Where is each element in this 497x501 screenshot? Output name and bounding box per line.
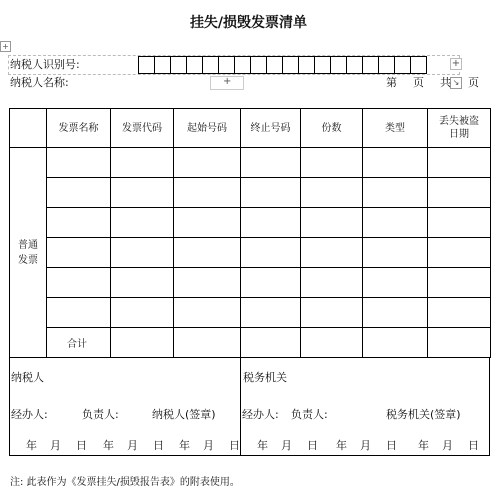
page-label-gong: 共 [440, 76, 451, 89]
table-cell[interactable] [301, 178, 363, 208]
table-cell[interactable] [363, 238, 428, 268]
taxpayer-id-digit-box[interactable] [155, 56, 171, 74]
table-cell[interactable] [241, 208, 301, 238]
table-row [10, 178, 491, 208]
table-cell[interactable] [111, 238, 174, 268]
table-row [10, 328, 491, 358]
left-handler-label: 经办人: [11, 408, 48, 421]
table-cell[interactable] [301, 268, 363, 298]
table-cell[interactable] [428, 238, 491, 268]
table-header-row [10, 109, 491, 148]
table-cell[interactable] [111, 328, 174, 358]
table-cell[interactable] [363, 148, 428, 178]
add-row-plus-icon[interactable]: + [451, 58, 461, 69]
table-cell[interactable] [111, 178, 174, 208]
taxpayer-id-digit-box[interactable] [331, 56, 347, 74]
taxpayer-id-digit-box[interactable] [219, 56, 235, 74]
page-title: 挂失/损毁发票清单 [189, 15, 308, 31]
header-type: 类型 [363, 109, 428, 148]
date-day-label: 日 [229, 439, 240, 452]
date-month-label: 月 [50, 439, 61, 452]
table-cell[interactable] [301, 208, 363, 238]
date-year-label: 年 [179, 439, 190, 452]
header-blank [10, 109, 47, 148]
table-cell[interactable] [363, 298, 428, 328]
taxpayer-id-digit-box[interactable] [379, 56, 395, 74]
date-year-label: 年 [26, 439, 37, 452]
taxpayer-id-digit-box[interactable] [299, 56, 315, 74]
table-cell[interactable] [47, 148, 111, 178]
table-cell[interactable] [241, 298, 301, 328]
table-cell[interactable] [47, 238, 111, 268]
table-cell[interactable] [47, 268, 111, 298]
table-cell[interactable] [363, 208, 428, 238]
table-cell[interactable] [428, 298, 491, 328]
table-cell[interactable] [111, 298, 174, 328]
date-month-label: 月 [442, 439, 453, 452]
taxpayer-id-digit-box[interactable] [347, 56, 363, 74]
left-seal-label: 纳税人(签章) [152, 408, 216, 421]
page-label-ye2: 页 [468, 76, 479, 89]
table-cell[interactable] [174, 208, 241, 238]
left-manager-label: 负责人: [82, 408, 119, 421]
table-cell[interactable] [363, 268, 428, 298]
table-cell[interactable] [241, 148, 301, 178]
date-day-label: 日 [468, 439, 479, 452]
table-cell[interactable] [111, 208, 174, 238]
date-year-label: 年 [336, 439, 347, 452]
tax-authority-section-title: 税务机关 [243, 371, 287, 384]
taxpayer-id-digit-box[interactable] [203, 56, 219, 74]
page-label-di: 第 [386, 76, 397, 89]
date-month-label: 月 [281, 439, 292, 452]
table-row [10, 298, 491, 328]
table-cell[interactable] [174, 268, 241, 298]
right-manager-label: 负责人: [291, 408, 328, 421]
table-cell[interactable] [111, 268, 174, 298]
taxpayer-id-digit-box[interactable] [363, 56, 379, 74]
table-cell[interactable] [174, 178, 241, 208]
taxpayer-id-digit-box[interactable] [187, 56, 203, 74]
table-cell[interactable] [47, 298, 111, 328]
taxpayer-id-digit-box[interactable] [139, 56, 155, 74]
resize-handle-icon[interactable]: ↘ [450, 77, 462, 89]
taxpayer-id-digit-box[interactable] [235, 56, 251, 74]
signature-divider [240, 358, 241, 456]
date-day-label: 日 [307, 439, 318, 452]
invoice-table [9, 108, 491, 358]
table-cell[interactable] [301, 148, 363, 178]
table-move-handle-icon[interactable]: + [0, 41, 11, 52]
table-cell[interactable] [241, 328, 301, 358]
table-cell[interactable] [47, 178, 111, 208]
category-label: 普通发票 [18, 239, 38, 266]
taxpayer-section-title: 纳税人 [11, 371, 44, 384]
date-month-label: 月 [127, 439, 138, 452]
table-cell[interactable] [363, 178, 428, 208]
taxpayer-id-digit-box[interactable] [267, 56, 283, 74]
date-day-label: 日 [386, 439, 397, 452]
date-day-label: 日 [153, 439, 164, 452]
table-cell[interactable] [241, 178, 301, 208]
table-cell[interactable] [111, 148, 174, 178]
table-cell[interactable] [174, 298, 241, 328]
table-cell[interactable] [47, 208, 111, 238]
table-cell[interactable] [428, 178, 491, 208]
header-start-number: 起始号码 [174, 109, 241, 148]
taxpayer-name-field[interactable] [210, 76, 244, 90]
taxpayer-id-digit-box[interactable] [283, 56, 299, 74]
table-cell[interactable] [174, 238, 241, 268]
date-year-label: 年 [257, 439, 268, 452]
category-cell [10, 148, 47, 358]
footnote: 注: 此表作为《发票挂失/损毁报告表》的附表使用。 [10, 477, 240, 488]
table-cell[interactable] [301, 298, 363, 328]
header-lost-date: 丢失被盗日期 [428, 109, 491, 148]
header-invoice-code: 发票代码 [111, 109, 174, 148]
table-row [10, 148, 491, 178]
taxpayer-id-digit-box[interactable] [171, 56, 187, 74]
date-month-label: 月 [360, 439, 371, 452]
header-count: 份数 [301, 109, 363, 148]
taxpayer-id-digit-box[interactable] [411, 56, 427, 74]
date-year-label: 年 [103, 439, 114, 452]
table-cell[interactable] [428, 208, 491, 238]
date-month-label: 月 [203, 439, 214, 452]
taxpayer-id-boxes[interactable] [138, 56, 427, 74]
taxpayer-name-label: 纳税人名称: [10, 76, 69, 89]
table-cell[interactable] [428, 328, 491, 358]
table-row [10, 208, 491, 238]
table-cell[interactable] [363, 328, 428, 358]
table-cell[interactable] [301, 328, 363, 358]
table-cell[interactable] [428, 148, 491, 178]
right-seal-label: 税务机关(签章) [386, 408, 461, 421]
right-handler-label: 经办人: [242, 408, 279, 421]
table-cell[interactable] [174, 148, 241, 178]
taxpayer-id-digit-box[interactable] [395, 56, 411, 74]
total-label-cell: 合计 [47, 328, 111, 358]
taxpayer-id-digit-box[interactable] [251, 56, 267, 74]
table-cell[interactable] [174, 328, 241, 358]
table-cell[interactable] [241, 268, 301, 298]
table-row [10, 238, 491, 268]
date-day-label: 日 [76, 439, 87, 452]
table-row [10, 268, 491, 298]
taxpayer-id-label: 纳税人识别号: [10, 58, 80, 71]
header-end-number: 终止号码 [241, 109, 301, 148]
date-year-label: 年 [418, 439, 429, 452]
table-cell[interactable] [241, 238, 301, 268]
table-cell[interactable] [428, 268, 491, 298]
taxpayer-id-digit-box[interactable] [315, 56, 331, 74]
name-field-plus-icon: + [223, 76, 232, 87]
page-label-ye: 页 [413, 76, 424, 89]
header-invoice-name: 发票名称 [47, 109, 111, 148]
table-cell[interactable] [301, 238, 363, 268]
